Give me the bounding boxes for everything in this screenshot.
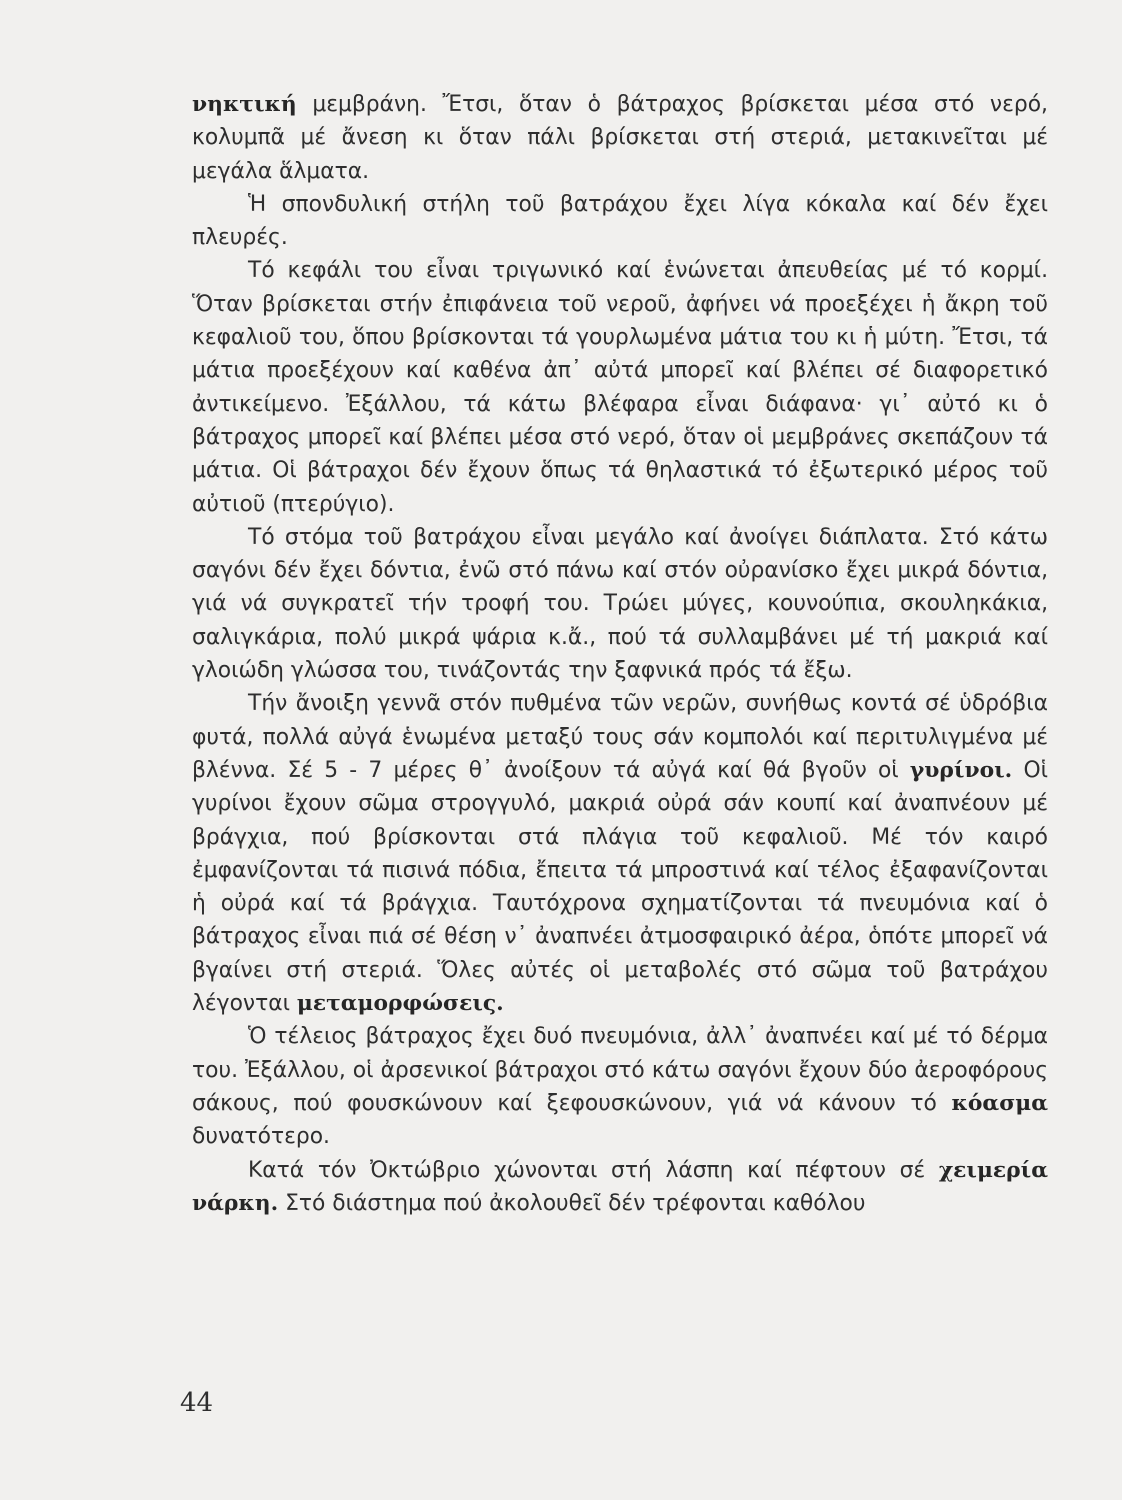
bold-term: μεταμορφώσεις.	[296, 991, 504, 1017]
text-segment: Τό κεφάλι του εἶναι τριγωνικό καί ἑνώνεται ἀπευθείας μέ τό κορμί. Ὅταν βρίσκεται στήν ἐπιφάνεια τοῦ νεροῦ, ἀφήνει νά προεξέχει ἡ ἄκρη τοῦ κεφαλιοῦ του, ὅπου βρίσκονται τά γουρλωμένα μάτια του κι ἡ μύτη. Ἔτσι, τά μάτια προεξέχουν καί καθένα ἀπ᾿ αὐτά μπορεῖ καί βλέπει σέ διαφορετικό ἀντικείμενο. Ἐξάλλου, τά κάτω βλέφαρα εἶναι διάφανα· γι᾿ αὐτό κι ὁ βάτραχος μπορεῖ καί βλέπει μέσα στό νερό, ὅταν οἱ μεμβράνες σκεπάζουν τά μάτια. Οἱ βάτραχοι δέν ἔχουν ὅπως τά θηλαστικά τό ἐξωτερικό μέρος τοῦ αὐτιοῦ (πτερύγιο).	[192, 258, 1048, 517]
paragraph-3	[192, 254, 1048, 520]
body-text	[192, 88, 1048, 1220]
bold-term: γυρίνοι.	[909, 757, 1013, 783]
paragraph-4	[192, 521, 1048, 687]
paragraph-7	[192, 1154, 1048, 1221]
text-segment: μεμβράνη. Ἔτσι, ὅταν ὁ βάτραχος βρίσκεται μέσα στό νερό, κολυμπᾶ μέ ἄνεση κι ὅταν πάλι βρίσκεται στή στεριά, μετακινεῖται μέ μεγάλα ἅλματα.	[192, 92, 1048, 184]
bold-term: χειμερία νάρκη.	[192, 1157, 1048, 1216]
bold-term: νηκτική	[192, 92, 297, 117]
text-segment: δυνατότερο.	[192, 1124, 330, 1150]
text-segment: Στό διάστημα πού ἀκολουθεῖ δέν τρέφονται καθόλου	[278, 1190, 866, 1216]
bold-term: κόασμα	[951, 1090, 1048, 1116]
page-number: 44	[180, 1388, 214, 1418]
text-segment: Ὁ τέλειος βάτραχος ἔχει δυό πνευμόνια, ἀλλ᾿ ἀναπνέει καί μέ τό δέρμα του. Ἐξάλλου, οἱ ἀρσενικοί βάτραχοι στό κάτω σαγόνι ἔχουν δύο ἀεροφόρους σάκους, πού φουσκώνουν καί ξεφουσκώνουν, γιά νά κάνουν τό	[192, 1024, 1048, 1116]
paragraph-1	[192, 88, 1048, 188]
text-segment: Ἡ σπονδυλική στήλη τοῦ βατράχου ἔχει λίγα κόκαλα καί δέν ἔχει πλευρές.	[192, 191, 1048, 251]
text-segment: Τό στόμα τοῦ βατράχου εἶναι μεγάλο καί ἀνοίγει διάπλατα. Στό κάτω σαγόνι δέν ἔχει δόντια, ἐνῶ στό πάνω καί στόν οὐρανίσκο ἔχει μικρά δόντια, γιά νά συγκρατεῖ τήν τροφή του. Τρώει μύγες, κουνούπια, σκουληκάκια, σαλιγκάρια, πολύ μικρά ψάρια κ.ἄ., πού τά συλλαμβάνει μέ τή μακριά καί γλοιώδη γλώσσα του, τινάζοντάς την ξαφνικά πρός τά ἔξω.	[192, 524, 1048, 684]
text-segment: Τήν ἄνοιξη γεννᾶ στόν πυθμένα τῶν νερῶν, συνήθως κοντά σέ ὑδρόβια φυτά, πολλά αὐγά ἑνωμένα μεταξύ τους σάν κομπολόι καί περιτυλιγμένα μέ βλέννα. Σέ 5 - 7 μέρες θ᾿ ἀνοίξουν τά αὐγά καί θά βγοῦν οἱ	[192, 691, 1048, 783]
text-segment: Κατά τόν Ὀκτώβριο χώνονται στή λάσπη καί πέφτουν σέ	[248, 1157, 939, 1183]
text-segment: Οἱ γυρίνοι ἔχουν σῶμα στρογγυλό, μακριά οὐρά σάν κουπί καί ἀναπνέουν μέ βράγχια, πού βρίσκονται στά πλάγια τοῦ κεφαλιοῦ. Μέ τόν καιρό ἐμφανίζονται τά πισινά πόδια, ἔπειτα τά μπροστινά καί τέλος ἐξαφανίζονται ἡ οὐρά καί τά βράγχια. Ταυτόχρονα σχηματίζονται τά πνευμόνια καί ὁ βάτραχος εἶναι πιά σέ θέση ν᾿ ἀναπνέει ἀτμοσφαιρικό ἀέρα, ὁπότε μπορεῖ νά βγαίνει στή στεριά. Ὅλες αὐτές οἱ μεταβολές στό σῶμα τοῦ βατράχου λέγονται	[192, 757, 1048, 1017]
paragraph-6	[192, 1020, 1048, 1153]
paragraph-5	[192, 687, 1048, 1020]
paragraph-2	[192, 188, 1048, 255]
